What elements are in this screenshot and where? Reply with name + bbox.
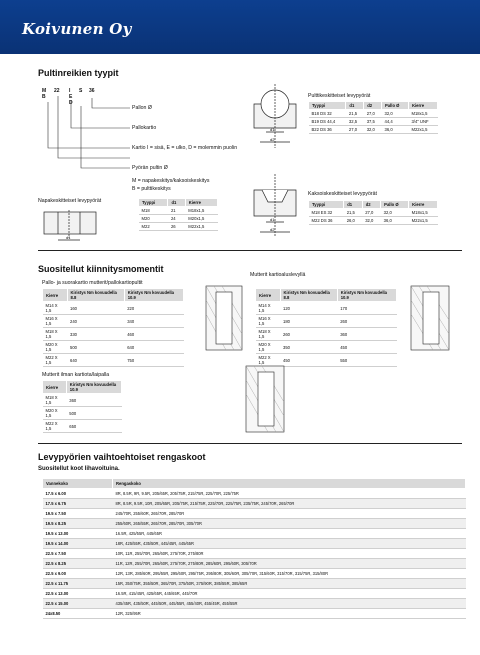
section-title-bolt-hole-types: Pultinreikien tyypit bbox=[38, 68, 119, 78]
column-header: Pallo Ø bbox=[382, 102, 409, 110]
section-divider bbox=[38, 250, 462, 251]
column-header: Kierre bbox=[409, 201, 438, 209]
cone-nuts-table bbox=[255, 288, 397, 367]
table-row: 22.5 x 7.50 10R, 11R, 255/70R, 265/60R, 275/70R, 275/80R bbox=[43, 549, 466, 559]
dim-label: d1 bbox=[270, 127, 275, 132]
table-row: 19.5 x 13.00 16.5R, 425/55R, 445/65R bbox=[43, 529, 466, 539]
table-row: 22.5 x 15.00 435/45R, 435/50R, 445/50R, 445/55R, 455/40R, 455/45R, 455/55R bbox=[43, 599, 466, 609]
table-row: 22.5 x 13.00 16.5R, 415/45R, 425/65R, 445/65R, 445/70R bbox=[43, 589, 466, 599]
table-row: M20 24 M20x1,5 bbox=[139, 215, 218, 223]
column-header: d1 bbox=[346, 102, 364, 110]
code-sub: E bbox=[69, 94, 73, 100]
code-label: Pallokartio bbox=[132, 125, 157, 131]
table-row: M18 X 1,5 260 360 bbox=[256, 328, 397, 341]
code-label: Kartio I = sisä, E = ulko, D = molemmin puolin bbox=[132, 145, 238, 151]
mb-note: M = napakeskitys/kaksoiskeskitys bbox=[132, 178, 210, 184]
column-header: d2 bbox=[364, 102, 382, 110]
table-row: M20 X 1,5 500 640 bbox=[43, 341, 184, 354]
code-letter: 22 bbox=[54, 88, 60, 94]
table-row: B22 DS 36 27,0 32,0 36,0 M22x1,5 bbox=[309, 126, 438, 134]
header-bar bbox=[0, 0, 480, 54]
table-row: M16 X 1,5 240 340 bbox=[43, 315, 184, 328]
column-header: Tyyppi bbox=[309, 201, 344, 209]
table-row: 22.5 x 11.75 15R, 350/75R, 355/50R, 365/70R, 375/50R, 375/90R, 385/55R, 385/65R bbox=[43, 579, 466, 589]
collar-nuts-title: Mutterit ilman kartiota/laipalla bbox=[42, 372, 110, 378]
table-row: M18 X 1,5 360 bbox=[43, 394, 122, 407]
tyre-size-table bbox=[42, 478, 466, 619]
column-header: Kierre bbox=[43, 289, 68, 302]
flat-wheels-title: Napakeskitteiset levypyörät bbox=[38, 198, 102, 204]
table-row: M20 X 1,5 500 bbox=[43, 407, 122, 420]
column-header: Kiristys Nm kovuudella 10.9 bbox=[337, 289, 396, 302]
column-header: Kierre bbox=[43, 381, 67, 394]
code-label: Pyörän pultin Ø bbox=[132, 165, 168, 171]
dim-label: d2 bbox=[270, 137, 275, 142]
code-sub: D bbox=[69, 100, 73, 106]
table-row: M20 X 1,5 350 450 bbox=[256, 341, 397, 354]
flat-wheels-table bbox=[138, 198, 218, 231]
double-hole-drawing bbox=[250, 172, 300, 242]
table-row: M22 X 1,5 650 bbox=[43, 420, 122, 433]
table-row: M14 X 1,5 120 170 bbox=[256, 302, 397, 315]
table-row: 19.5 x 8.25 255/60R, 265/55R, 265/70R, 285/70R, 305/70R bbox=[43, 519, 466, 529]
table-row: M22 X 1,5 450 550 bbox=[256, 354, 397, 367]
column-header: d2 bbox=[362, 201, 380, 209]
column-header: Kiristys Nm kovuudella 10.9 bbox=[66, 381, 121, 394]
table-row: 22.5 x 9.00 12R, 13R, 285/60R, 295/55R, 295/60R, 295/75R, 295/80R, 305/60R, 305/70R, 315/60R, 315/70R, 315/75R, 315/80R bbox=[43, 569, 466, 579]
table-row: B18 DS 32 21,5 27,0 32,0 M18x1,5 bbox=[309, 110, 438, 118]
column-header: Kierre bbox=[256, 289, 281, 302]
code-letter: S bbox=[79, 88, 83, 94]
cone-nuts-title: Mutterit kartioaluslevyllä bbox=[250, 272, 306, 278]
section-title-torque: Suositellut kiinnitysmomentit bbox=[38, 264, 164, 274]
column-header: Kiristys Nm kovuudella 8.8 bbox=[67, 289, 124, 302]
column-header: Kiristys Nm kovuudella 8.8 bbox=[280, 289, 337, 302]
table-row: M22 X 1,5 640 750 bbox=[43, 354, 184, 367]
column-header: d1 bbox=[344, 201, 362, 209]
column-header: Kierre bbox=[185, 199, 217, 207]
ball-nut-drawing bbox=[200, 280, 248, 360]
table-row: 17.5 x 6.75 8R, 8.5R, 9.5R, 10R, 205/65R, 205/75R, 215/75R, 225/70R, 225/75R, 235/75R, 245/70R, 265/70R bbox=[43, 499, 466, 509]
table-row: M16 X 1,5 180 260 bbox=[256, 315, 397, 328]
table-row: 22.5 x 8.25 11R, 12R, 255/70R, 265/60R, 275/70R, 275/80R, 285/60R, 295/60R, 305/70R bbox=[43, 559, 466, 569]
section-title-tyre-sizes: Levypyörien vaihtoehtoiset rengaskoot bbox=[38, 452, 206, 462]
column-header: Vannekoko bbox=[43, 479, 113, 489]
table-row: M18 X 1,5 330 460 bbox=[43, 328, 184, 341]
dim-label: d2 bbox=[270, 227, 275, 232]
bolt-hole-drawing bbox=[250, 82, 300, 152]
dim-label: d1 bbox=[270, 217, 275, 222]
bolt-wheels-table bbox=[308, 101, 438, 134]
table-row: 19.5 x 14.00 18R, 425/55R, 435/50R, 445/45R, 445/65R bbox=[43, 539, 466, 549]
table-row: B19 DS 44,4 32,5 37,5 44,4 3/4" UNF bbox=[309, 118, 438, 126]
cone-nut-drawing bbox=[405, 280, 455, 360]
code-label: Pallon Ø bbox=[132, 105, 152, 111]
company-logo: Koivunen Oy bbox=[22, 20, 132, 38]
flat-hole-drawing bbox=[42, 210, 102, 250]
bolt-wheels-title: Pulttikeskitteiset levypyörät bbox=[308, 93, 371, 99]
double-wheels-title: Kaksoiskeskitteiset levypyörät bbox=[308, 191, 377, 197]
table-row: M18 ES 32 21,5 27,0 32,0 M18x1,5 bbox=[309, 209, 438, 217]
double-wheels-table bbox=[308, 200, 438, 225]
code-letter: 36 bbox=[89, 88, 95, 94]
code-sub: B bbox=[42, 94, 46, 100]
ball-nuts-title: Pallo- ja suorakartio mutterit/pallokartiopultit bbox=[42, 280, 143, 286]
table-row: M14 X 1,5 160 220 bbox=[43, 302, 184, 315]
dim-label: d1 bbox=[66, 235, 71, 240]
table-row: 17.5 x 6.00 8R, 8.5R, 9R, 9.5R, 205/65R, 205/75R, 215/75R, 225/70R, 225/75R bbox=[43, 489, 466, 499]
table-row: M22 DS 36 26,0 32,0 36,0 M22x1,5 bbox=[309, 217, 438, 225]
subtitle: Suositellut koot lihavoituina. bbox=[38, 466, 120, 472]
table-row: M18 21 M18x1,5 bbox=[139, 207, 218, 215]
column-header: Tyyppi bbox=[309, 102, 346, 110]
column-header: Rengaskoko bbox=[113, 479, 466, 489]
collar-nuts-table bbox=[42, 380, 122, 433]
column-header: d1 bbox=[168, 199, 185, 207]
column-header: Kiristys Nm kovuudella 10.9 bbox=[124, 289, 183, 302]
code-letter: M bbox=[42, 88, 47, 94]
column-header: Tyyppi bbox=[139, 199, 168, 207]
code-letter: I bbox=[69, 88, 71, 94]
table-row: 24x8.50 12R, 325/95R bbox=[43, 609, 466, 619]
column-header: Pallo Ø bbox=[381, 201, 409, 209]
column-header: Kierre bbox=[408, 102, 437, 110]
mb-note: B = pulttikeskitys bbox=[132, 186, 171, 192]
table-row: 19.5 x 7.50 245/70R, 255/60R, 265/70R, 285/70R bbox=[43, 509, 466, 519]
collar-nut-drawing bbox=[240, 360, 290, 440]
section-divider bbox=[38, 443, 462, 444]
table-row: M22 26 M22x1,5 bbox=[139, 223, 218, 231]
ball-nuts-table bbox=[42, 288, 184, 367]
